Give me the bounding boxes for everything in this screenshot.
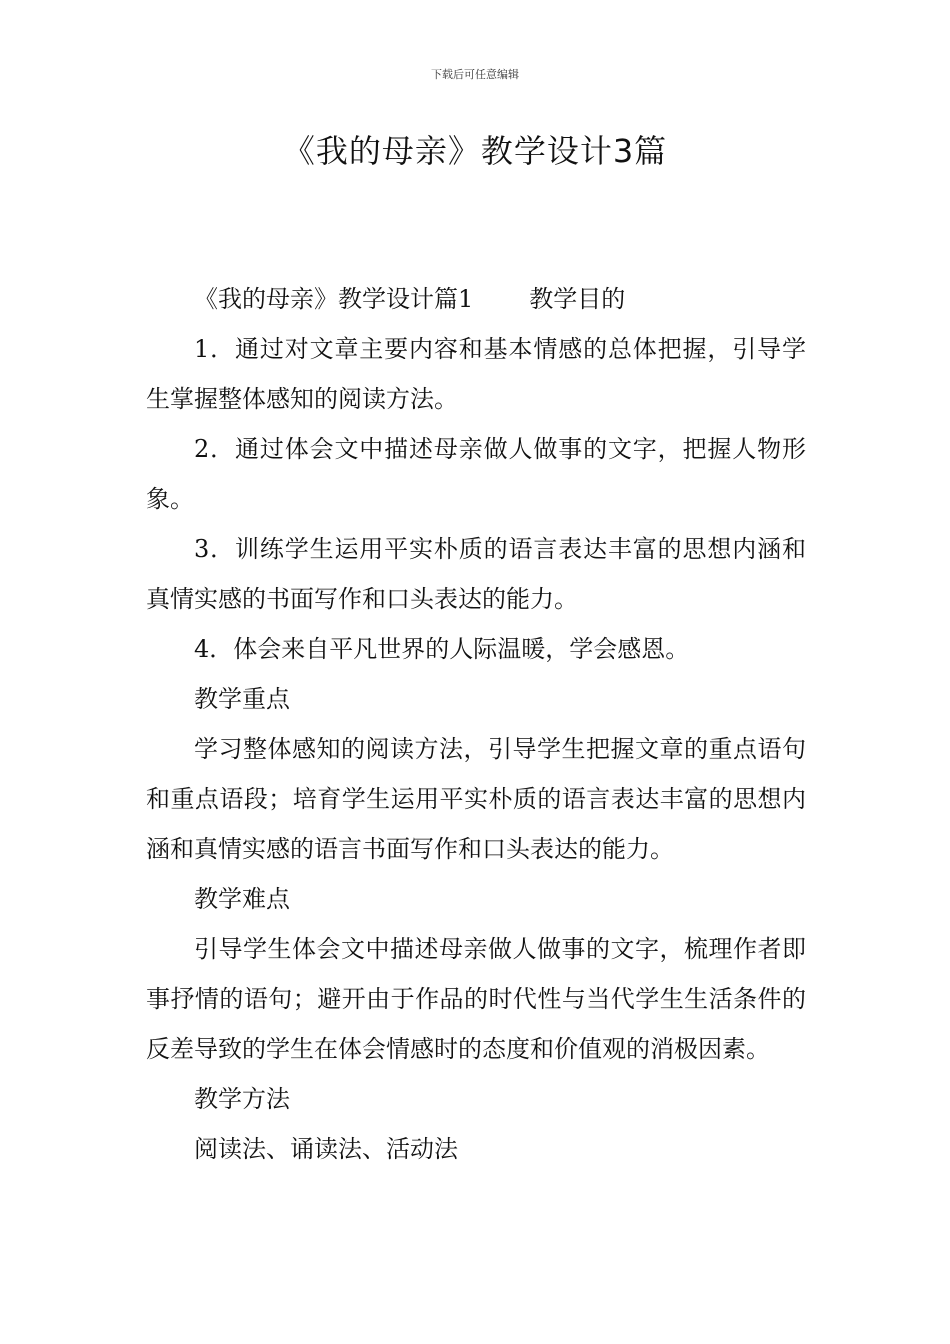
- key-points-text: 学习整体感知的阅读方法，引导学生把握文章的重点语句和重点语段；培育学生运用平实朴质的语言表达丰富的思想内涵和真情实感的语言书面写作和口头表达的能力。: [146, 735, 806, 863]
- section-intro: [146, 274, 806, 324]
- objective-3: 3．训练学生运用平实朴质的语言表达丰富的思想内涵和真情实感的书面写作和口头表达的能力。: [146, 535, 806, 613]
- objective-1: 1．通过对文章主要内容和基本情感的总体把握，引导学生掌握整体感知的阅读方法。: [146, 335, 806, 413]
- objective-2: 2．通过体会文中描述母亲做人做事的文字，把握人物形象。: [146, 435, 806, 513]
- section-heading-key-points: 教学重点: [194, 685, 290, 713]
- methods-text: 阅读法、诵读法、活动法: [194, 1135, 458, 1163]
- document-body: [146, 274, 806, 1174]
- difficulties-text: 引导学生体会文中描述母亲做人做事的文字，梳理作者即事抒情的语句；避开由于作品的时代性与当代学生生活条件的反差导致的学生在体会情感时的态度和价值观的消极因素。: [146, 935, 806, 1063]
- objective-4: 4．体会来自平凡世界的人际温暖，学会感恩。: [194, 635, 690, 663]
- section-heading-methods: 教学方法: [194, 1085, 290, 1113]
- document-title: 《我的母亲》教学设计3篇: [282, 132, 668, 170]
- section-heading-objectives: 教学目的: [529, 285, 626, 313]
- part-title: 《我的母亲》教学设计篇1: [194, 285, 474, 313]
- section-heading-difficulties: 教学难点: [194, 885, 290, 913]
- header-note: 下载后可任意编辑: [431, 68, 519, 81]
